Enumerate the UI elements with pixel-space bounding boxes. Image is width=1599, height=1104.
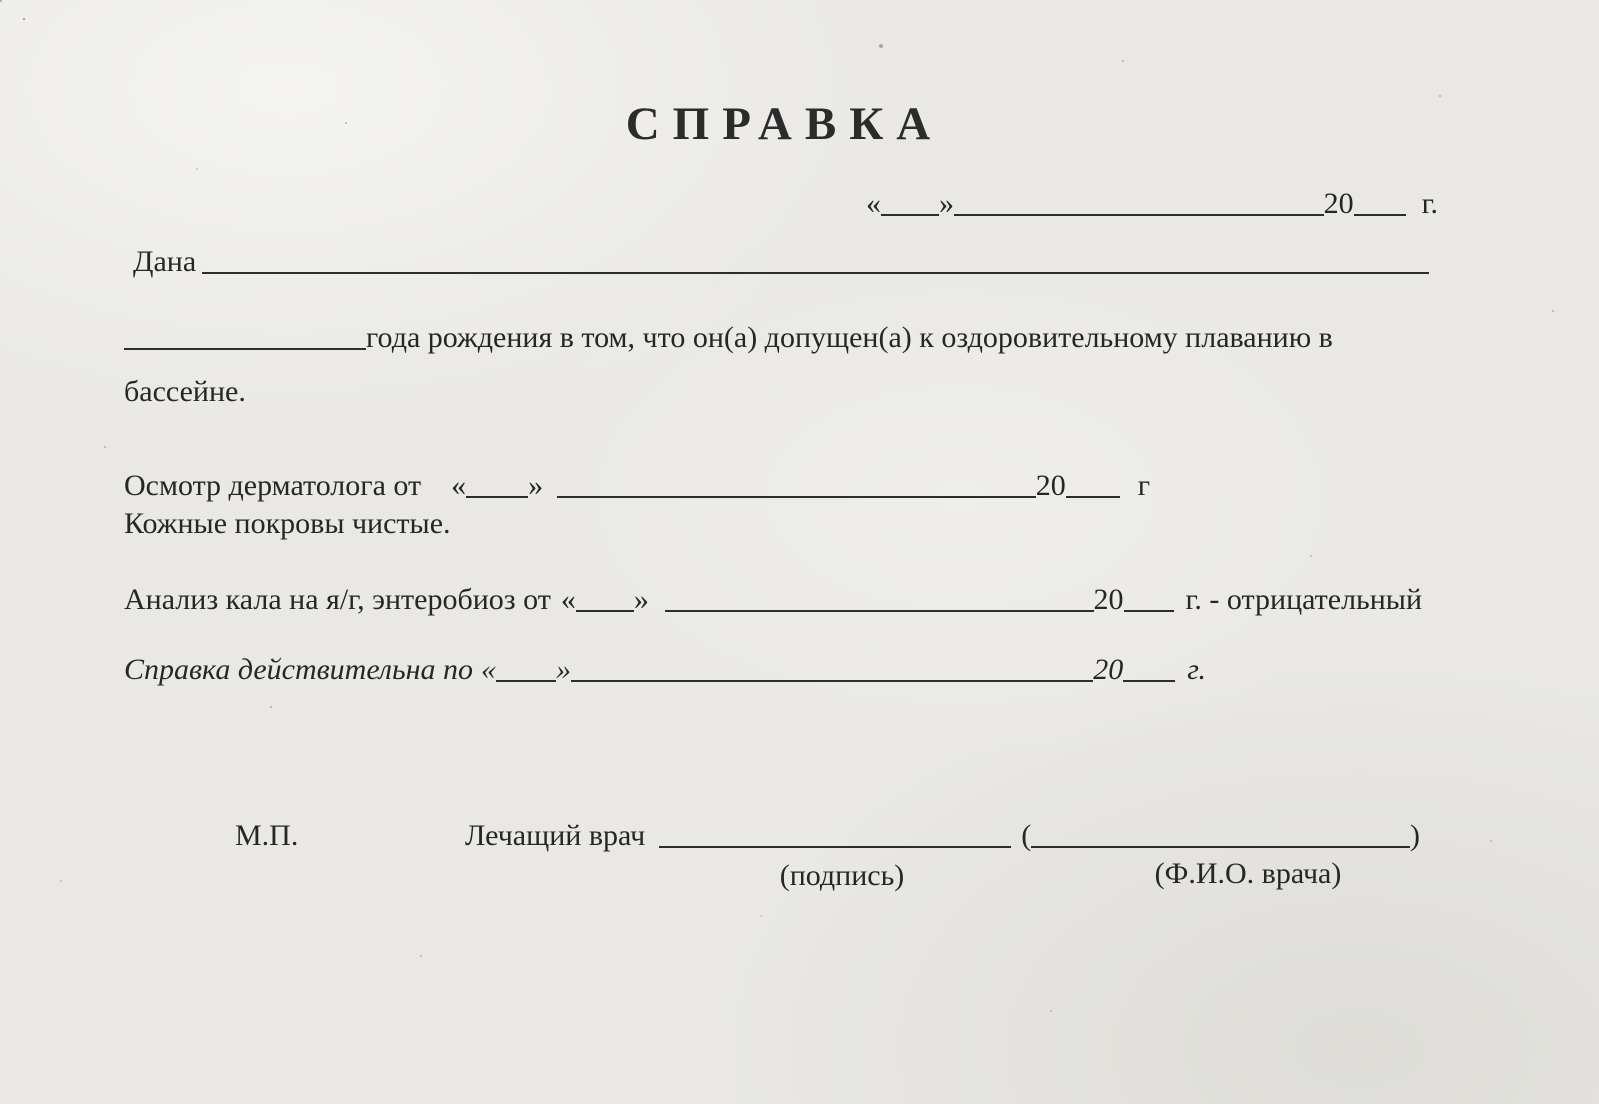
- skin-text: Кожные покровы чистые.: [124, 507, 451, 540]
- close-quote: »: [939, 187, 954, 220]
- dermatologist-year-suffix: г: [1137, 469, 1150, 502]
- validity-year-blank: [1123, 680, 1175, 682]
- open-quote: «: [866, 187, 881, 220]
- analysis-month-blank: [665, 610, 1094, 612]
- dermatologist-year-blank: [1066, 496, 1120, 498]
- date-month-blank: [954, 214, 1324, 216]
- doctor-label: Лечащий врач: [465, 819, 646, 852]
- page-title: СПРАВКА: [625, 98, 944, 150]
- doctor-signature-line: [465, 818, 1420, 854]
- paren-close: ): [1410, 819, 1420, 852]
- issued-to-label: Дана: [133, 245, 197, 278]
- dermatologist-year-prefix: 20: [1035, 469, 1066, 502]
- validity-day-blank: [496, 680, 556, 682]
- analysis-line: [124, 582, 1422, 618]
- issued-to-name-blank: [202, 272, 1429, 274]
- dermatologist-label: Осмотр дерматолога от: [124, 469, 422, 502]
- header-date-line: [866, 186, 1438, 222]
- pool-line: [124, 374, 246, 410]
- stamp-mark: [235, 818, 298, 854]
- birth-year-blank: [124, 348, 366, 350]
- validity-line: [124, 652, 1206, 688]
- analysis-result-text: г. - отрицательный: [1185, 583, 1422, 616]
- open-quote: «: [560, 583, 576, 616]
- signature-blank: [659, 846, 1011, 848]
- stamp-label: М.П.: [235, 819, 299, 852]
- validity-label: Справка действительна по: [124, 653, 474, 686]
- birth-year-line: [124, 320, 1437, 356]
- dermatologist-day-blank: [466, 496, 528, 498]
- open-quote: «: [451, 469, 467, 502]
- open-quote: «: [481, 653, 497, 686]
- analysis-day-blank: [576, 610, 634, 612]
- pool-text: бассейне.: [124, 375, 246, 408]
- date-year-prefix: 20: [1323, 187, 1354, 220]
- dermatologist-line: [124, 468, 1150, 504]
- paren-open: (: [1021, 819, 1032, 852]
- dermatologist-month-blank: [557, 496, 1036, 498]
- birth-year-text: года рождения в том, что он(а) допущен(а) к оздоровительному плаванию в: [366, 321, 1333, 354]
- validity-year-suffix: г.: [1187, 653, 1206, 686]
- close-quote: »: [556, 653, 572, 686]
- doctor-name-blank: [1031, 846, 1410, 848]
- validity-year-prefix: 20: [1093, 653, 1124, 686]
- date-year-suffix: г.: [1421, 187, 1438, 220]
- date-day-blank: [881, 214, 939, 216]
- validity-month-blank: [571, 680, 1093, 682]
- date-year-blank: [1354, 214, 1406, 216]
- skin-line: [124, 506, 451, 542]
- analysis-label: Анализ кала на я/г, энтеробиоз от: [124, 583, 551, 616]
- analysis-year-prefix: 20: [1093, 583, 1124, 616]
- issued-to-line: [133, 244, 1429, 280]
- close-quote: »: [528, 469, 544, 502]
- analysis-year-blank: [1124, 610, 1174, 612]
- doctor-name-caption: (Ф.И.О. врача): [1154, 857, 1342, 890]
- close-quote: »: [633, 583, 649, 616]
- signature-caption: (подпись): [779, 859, 905, 892]
